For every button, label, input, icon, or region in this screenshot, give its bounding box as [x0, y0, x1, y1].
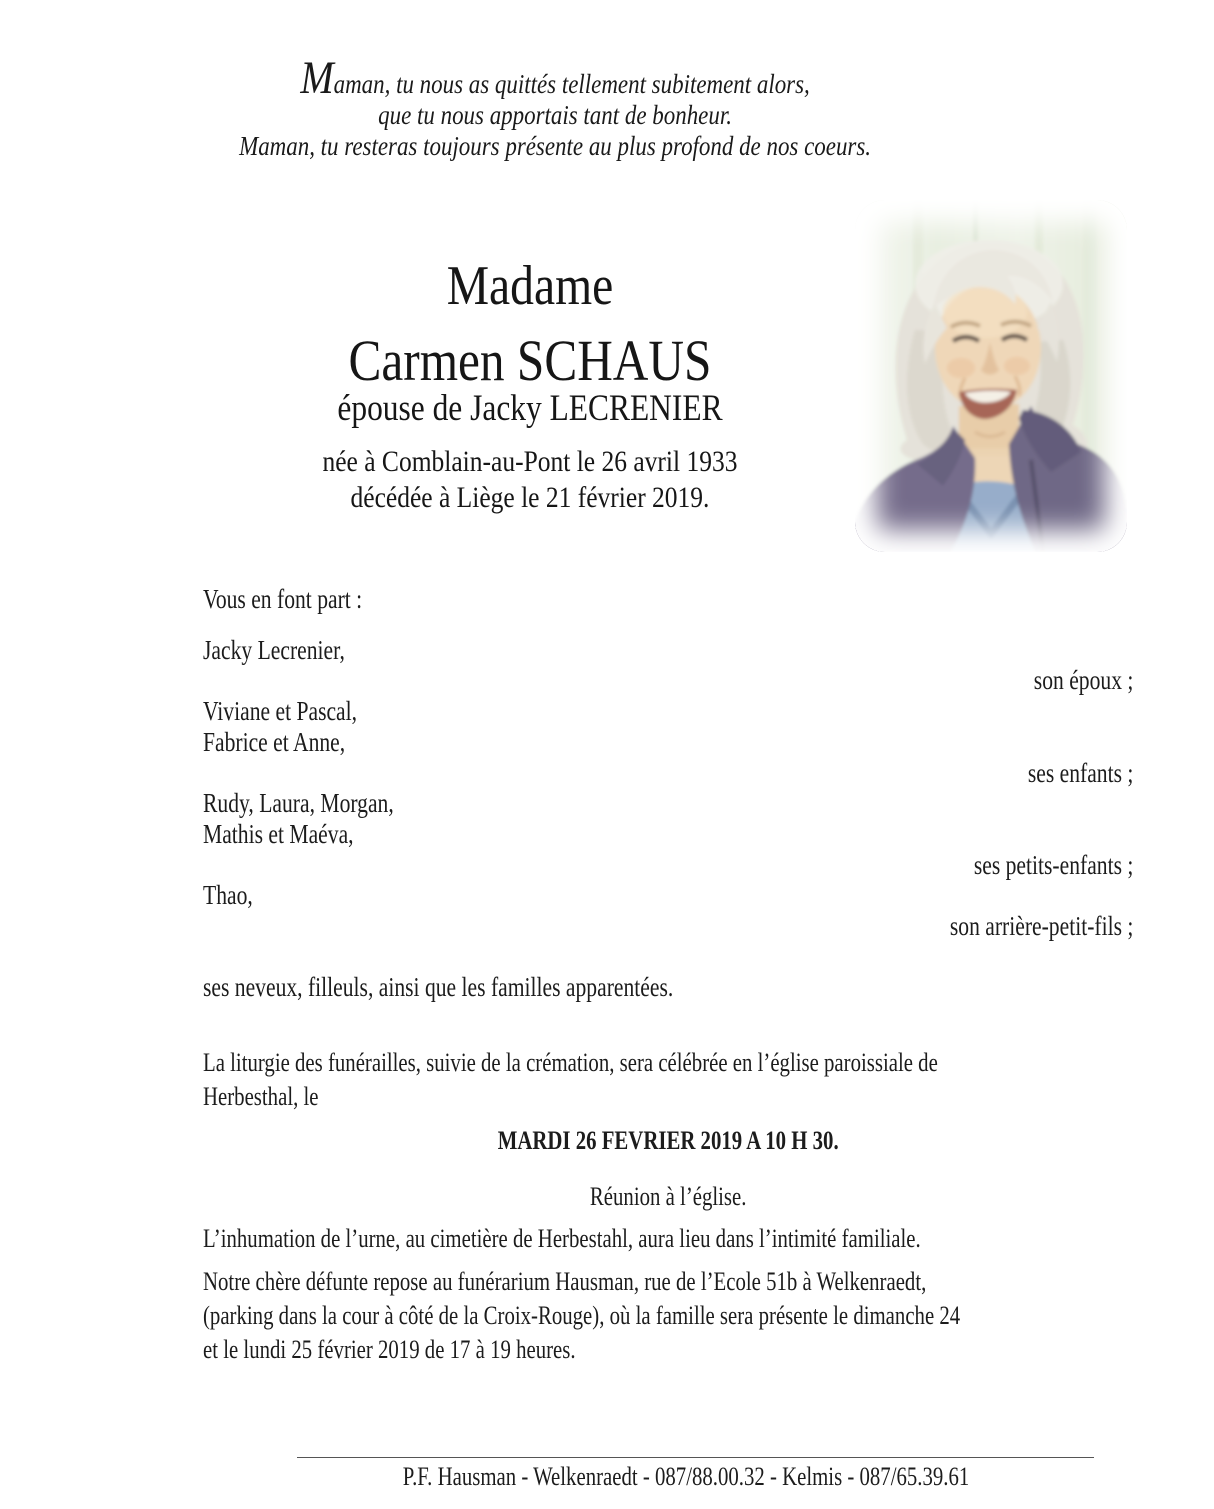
family-section	[203, 584, 1133, 1002]
relation-label: son époux ;	[1033, 665, 1134, 696]
footer	[226, 1462, 1146, 1492]
family-name-line: Mathis et Maéva,	[203, 818, 354, 849]
ceremony-date-line: MARDI 26 FEVRIER 2019 A 10 H 30.	[497, 1126, 839, 1155]
deceased-title: Madame	[446, 255, 614, 317]
epigraph-line: Maman, tu resteras toujours présente au plus profond de nos coeurs.	[239, 131, 872, 161]
photo-jacket-right	[1009, 406, 1127, 552]
footer-divider	[297, 1457, 1094, 1458]
family-name-line: Fabrice et Anne,	[203, 726, 346, 757]
deceased-name: Carmen SCHAUS	[348, 328, 712, 393]
epigraph-line: que tu nous apportais tant de bonheur.	[378, 100, 732, 130]
photo-curtain-background	[855, 200, 1127, 552]
photo-hair	[895, 240, 1087, 462]
epigraph	[0, 52, 1110, 162]
photo-shirt	[937, 481, 1045, 552]
photo-neck	[959, 404, 1019, 477]
relation-label: ses enfants ;	[1027, 757, 1134, 788]
inhumation-line: L’inhumation de l’urne, au cimetière de Herbestahl, aura lieu dans l’intimité familiale.	[203, 1224, 921, 1253]
meeting-line: Réunion à l’église.	[589, 1182, 747, 1211]
family-intro: Vous en font part :	[203, 584, 363, 614]
birth-line: née à Comblain-au-Pont le 26 avril 1933	[322, 445, 738, 478]
repose-line: et le lundi 25 février 2019 de 17 à 19 heures.	[203, 1335, 576, 1364]
repose-line: Notre chère défunte repose au funérarium Hausman, rue de l’Ecole 51b à Welkenraedt,	[203, 1267, 927, 1296]
death-line: décédée à Liège le 21 février 2019.	[350, 481, 710, 514]
family-name-line: Viviane et Pascal,	[203, 696, 358, 727]
photo-face	[935, 285, 1041, 411]
family-name-line: Jacky Lecrenier,	[203, 634, 345, 665]
repose-line: (parking dans la cour à côté de la Croix-Rouge), où la famille sera présente le dimanche 24	[203, 1301, 961, 1330]
relation-label: son arrière-petit-fils ;	[949, 911, 1134, 942]
spouse-line: épouse de Jacky LECRENIER	[337, 388, 723, 429]
ceremony-section	[203, 1046, 1133, 1367]
family-name-line: Rudy, Laura, Morgan,	[203, 788, 394, 819]
photo-jacket-left	[855, 426, 975, 552]
epigraph-line: Maman, tu nous as quittés tellement subitement alors,	[300, 52, 810, 104]
portrait-illustration	[855, 200, 1127, 552]
family-closing-line: ses neveux, filleuls, ainsi que les familles apparentées.	[203, 971, 674, 1002]
family-name-line: Thao,	[203, 880, 253, 911]
photo-face-features	[943, 286, 1031, 437]
funeral-home-contact-line: P.F. Hausman - Welkenraedt - 087/88.00.32 - Kelmis - 087/65.39.61	[402, 1462, 970, 1491]
portrait-photo	[855, 200, 1127, 552]
liturgy-line: La liturgie des funérailles, suivie de la crémation, sera célébrée en l’église paroissiale de	[203, 1048, 938, 1077]
relation-label: ses petits-enfants ;	[973, 849, 1134, 880]
liturgy-line: Herbesthal, le	[203, 1082, 319, 1111]
